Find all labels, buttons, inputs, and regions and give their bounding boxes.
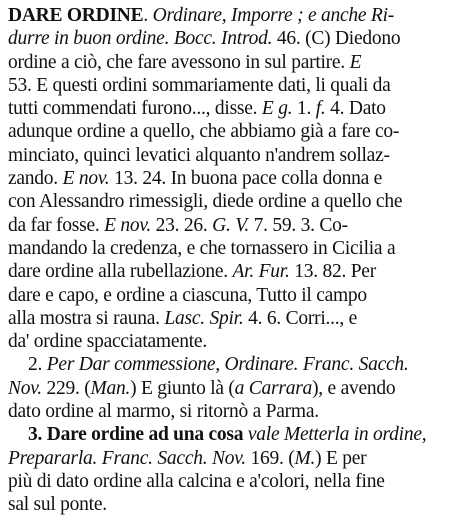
text-run: mandando la credenza, e che tornassero in Cicilia a [8,237,396,259]
text-run: 4. Dato [325,98,386,120]
italic-text: Ordinare, Imporre ; e anche Ri- [152,5,394,26]
text-run: 53. E questi ordini sommariamente dati, li quali da [8,74,391,96]
text-run: 229. ( [41,377,91,399]
headword: 3. Dare ordine ad una cosa [28,424,244,446]
italic-text: M. [294,447,316,469]
text-run: 1. [292,98,316,120]
text-run: 46. (C) Diedono [272,28,401,50]
text-line [8,167,465,190]
italic-text: E g. [261,98,293,120]
text-line [8,307,465,330]
text-line [8,330,465,353]
text-line [8,353,465,376]
text-line [8,284,465,307]
text-run: dato ordine al marmo, si ritornò a Parma. [8,401,319,423]
italic-text: G. V. [212,214,249,236]
text-run: più di dato ordine alla calcina e a'colori, nella fine [8,470,385,492]
text-run: tutti commendati furono..., disse. [8,98,262,120]
italic-text: E nov. [104,214,151,236]
text-run: 13. 82. Per [289,261,376,283]
text-line [8,377,465,400]
text-run: alla mostra si rauna. [8,307,165,329]
text-line [8,144,465,167]
text-line [8,27,465,50]
text-run: . [143,5,153,26]
text-line [8,97,465,120]
text-run: 23. 26. [151,214,213,236]
text-run: 7. 59. 3. Co- [248,214,348,236]
text-run: 169. ( [245,447,295,469]
italic-text: Per Dar commessione, Ordinare. Franc. Sacch. [46,354,409,376]
text-run: ordine a ciò, che fare avessono in sul partire. [8,51,350,73]
text-line [8,214,465,237]
text-run: ) E per [315,447,367,469]
text-run: con Alessandro rimessigli, diede ordine a quello che [8,191,403,213]
italic-text: a Carrara [234,377,313,399]
headword: DARE ORDINE [8,5,144,26]
italic-text: Lasc. Spir. [164,307,244,329]
text-run: da far fosse. [8,214,105,236]
text-line [8,51,465,74]
text-run: da' ordine spacciatamente. [8,331,207,353]
text-run: 13. 24. In buona pace colla donna e [109,168,383,190]
text-line [8,493,465,516]
text-run: 2. [28,354,47,376]
text-run: ) E giunto là ( [130,377,235,399]
text-line [8,423,465,446]
italic-text: f. [315,98,326,120]
italic-text: Man. [90,377,131,399]
dictionary-entry-dare-ordine [8,4,465,517]
text-line [8,237,465,260]
text-line [8,447,465,470]
italic-text: durre in buon ordine. Bocc. Introd. [8,28,273,50]
text-line [8,4,465,27]
text-line [8,120,465,143]
italic-text: E [349,51,362,73]
italic-text: Prepararla. Franc. Sacch. Nov. [8,447,246,469]
italic-text: Nov. [8,377,42,399]
text-run: zando. [8,168,63,190]
text-run: 4. 6. Corri..., e [243,307,358,329]
text-line [8,74,465,97]
italic-text: E nov. [62,168,110,190]
text-run: ), e avendo [312,377,396,399]
text-line [8,400,465,423]
text-run: adunque ordine a quello, che abbiamo già a fare co- [8,121,400,143]
text-run: dare ordine alla rubellazione. [8,261,233,283]
text-line [8,470,465,493]
text-run: dare e capo, e ordine a ciascuna, Tutto il campo [8,284,367,306]
text-run: sal sul ponte. [8,494,107,516]
text-line [8,190,465,213]
text-line [8,260,465,283]
text-run: minciato, quinci levatici alquanto n'andrem sollaz- [8,144,390,166]
italic-text: Ar. Fur. [232,261,290,283]
italic-text: vale Metterla in ordine, [243,424,427,446]
